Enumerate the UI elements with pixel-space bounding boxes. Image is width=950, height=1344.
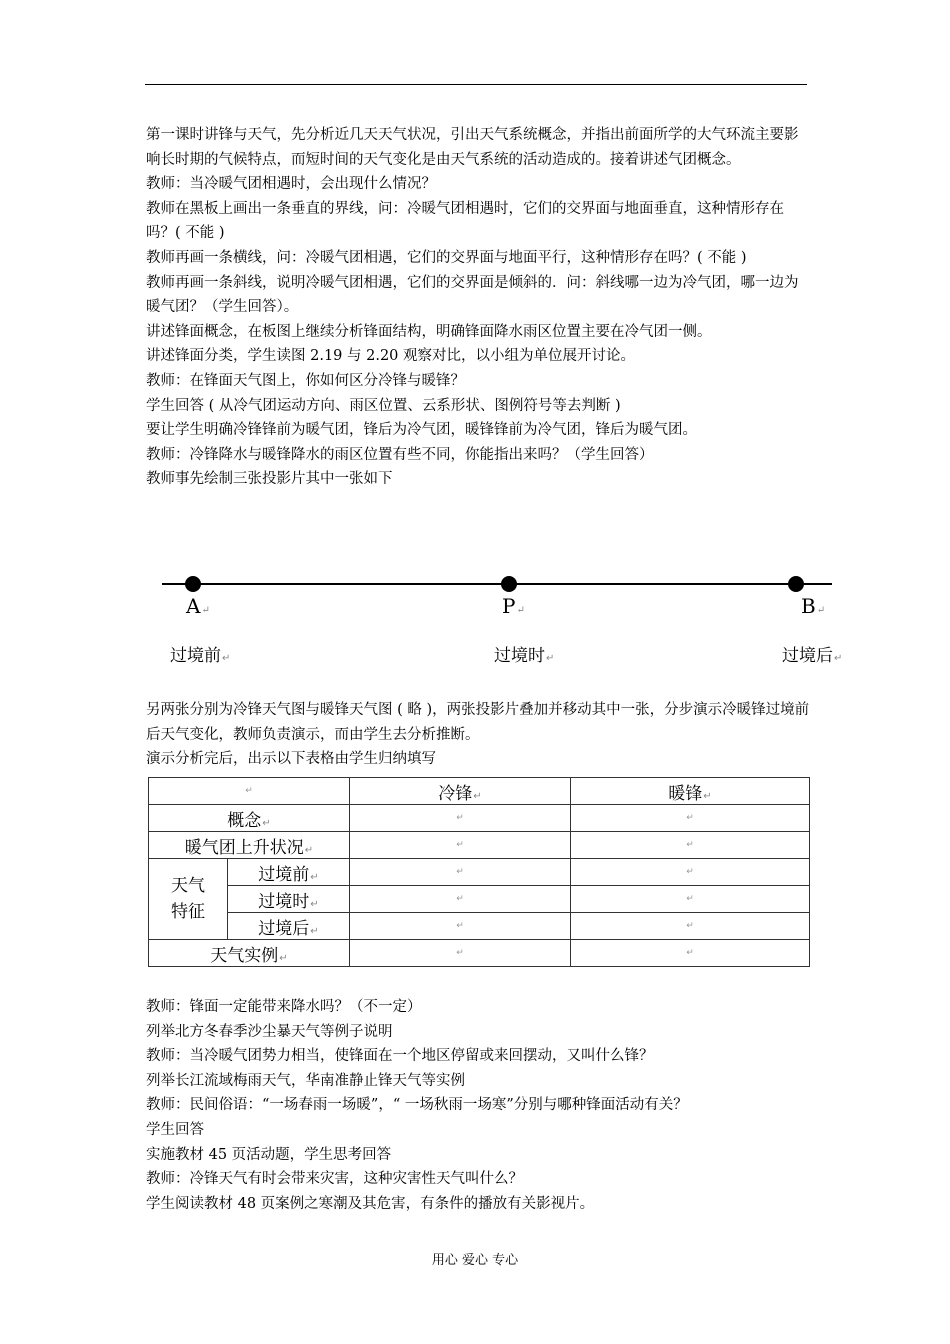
paragraph: 教师在黑板上画出一条垂直的界线，问：冷暖气团相遇时，它们的交界面与地面垂直，这种情形存在吗？( 不能 ) xyxy=(146,200,784,242)
table-cell: ↵ xyxy=(350,886,571,913)
point-p-label: P↵ xyxy=(502,594,525,618)
table-cell: ↵ xyxy=(571,913,810,940)
paragraph: 学生阅读教材 48 页案例之寒潮及其危害，有条件的播放有关影视片。 xyxy=(146,1195,595,1212)
table-row xyxy=(149,913,810,940)
paragraph: 教师：民间俗语：“一场春雨一场暖”，“ 一场秋雨一场寒”分别与哪种锋面活动有关？ xyxy=(146,1097,688,1114)
paragraph: 教师：冷锋降水与暖锋降水的雨区位置有些不同，你能指出来吗？（学生回答） xyxy=(146,446,654,463)
paragraph: 教师：冷锋天气有时会带来灾害，这种灾害性天气叫什么？ xyxy=(146,1171,523,1188)
table-cell: ↵ xyxy=(571,859,810,886)
table-row xyxy=(149,886,810,913)
paragraph: 学生回答 xyxy=(146,1121,204,1138)
col-header-warm: 暖锋↵ xyxy=(571,778,810,805)
table-cell: ↵ xyxy=(350,805,571,832)
table-cell: ↵ xyxy=(571,886,810,913)
lesson-text-section-2 xyxy=(146,698,810,772)
paragraph: 要让学生明确冷锋锋前为暖气团，锋后为冷气团，暖锋锋前为冷气团，锋后为暖气团。 xyxy=(146,422,697,439)
paragraph: 教师再画一条斜线，说明冷暖气团相遇，它们的交界面是倾斜的．问：斜线哪一边为冷气团，哪一边为暖气团？（学生回答）。 xyxy=(146,274,799,316)
point-a-label: A↵ xyxy=(186,594,210,618)
table-row xyxy=(149,859,810,886)
table-cell: ↵ xyxy=(571,805,810,832)
corner-cell: ↵ xyxy=(149,778,350,805)
lesson-text-section-1 xyxy=(146,123,810,492)
paragraph: 教师再画一条横线，问：冷暖气团相遇，它们的交界面与地面平行，这种情形存在吗？( 不能 ) xyxy=(146,249,747,266)
row-header-during: 过境时↵ xyxy=(228,886,350,913)
paragraph: 另两张分别为冷锋天气图与暖锋天气图 ( 略 )，两张投影片叠加并移动其中一张，分步演示冷暖锋过境前后天气变化，教师负责演示，而由学生去分析推断。 xyxy=(146,702,810,743)
paragraph: 列举长江流域梅雨天气，华南准静止锋天气等实例 xyxy=(146,1072,465,1089)
paragraph: 演示分析完后，出示以下表格由学生归纳填写 xyxy=(146,751,436,768)
col-header-cold: 冷锋↵ xyxy=(350,778,571,805)
paragraph: 讲述锋面概念，在板图上继续分析锋面结构，明确锋面降水雨区位置主要在冷气团一侧。 xyxy=(146,323,712,340)
row-header-after: 过境后↵ xyxy=(228,913,350,940)
front-line-graphic xyxy=(150,565,850,605)
front-comparison-table xyxy=(148,777,810,967)
caption-after: 过境后↵ xyxy=(782,646,843,666)
paragraph: 教师事先绘制三张投影片其中一张如下 xyxy=(146,471,393,488)
table-cell: ↵ xyxy=(350,832,571,859)
paragraph: 实施教材 45 页活动题，学生思考回答 xyxy=(146,1146,392,1163)
row-header-example: 天气实例↵ xyxy=(149,940,350,967)
paragraph: 教师：当冷暖气团相遇时，会出现什么情况？ xyxy=(146,176,436,193)
table-header-row xyxy=(149,778,810,805)
page-footer: 用心 爱心 专心 xyxy=(431,1253,519,1268)
paragraph: 学生回答 ( 从冷气团运动方向、雨区位置、云系形状、图例符号等去判断 ) xyxy=(146,397,621,414)
table-row xyxy=(149,940,810,967)
front-passage-figure xyxy=(150,565,850,675)
table-cell: ↵ xyxy=(350,940,571,967)
row-header-weather-feature xyxy=(149,859,228,940)
paragraph: 讲述锋面分类，学生读图 2.19 与 2.20 观察对比，以小组为单位展开讨论。 xyxy=(146,348,636,365)
table-cell: ↵ xyxy=(571,832,810,859)
paragraph: 教师：在锋面天气图上，你如何区分冷锋与暖锋？ xyxy=(146,372,465,389)
point-a-dot xyxy=(185,576,201,592)
point-b-label: B↵ xyxy=(801,594,826,618)
feature-label: 特征 xyxy=(171,902,205,922)
row-header-rise: 暖气团上升状况↵ xyxy=(149,832,350,859)
row-header-concept: 概念↵ xyxy=(149,805,350,832)
table-row xyxy=(149,832,810,859)
weather-label: 天气 xyxy=(171,876,205,896)
paragraph: 第一课时讲锋与天气，先分析近几天天气状况，引出天气系统概念，并指出前面所学的大气环流主要影响长时期的气候特点，而短时间的天气变化是由天气系统的活动造成的。接着讲述气团概念。 xyxy=(146,127,799,168)
header-rule xyxy=(145,84,807,85)
table-cell: ↵ xyxy=(571,940,810,967)
row-header-before: 过境前↵ xyxy=(228,859,350,886)
point-b-dot xyxy=(788,576,804,592)
table-cell: ↵ xyxy=(350,913,571,940)
caption-before: 过境前↵ xyxy=(170,646,231,666)
point-p-dot xyxy=(501,576,517,592)
table-row xyxy=(149,805,810,832)
caption-during: 过境时↵ xyxy=(494,646,555,666)
paragraph: 教师：当冷暖气团势力相当，使锋面在一个地区停留或来回摆动，又叫什么锋？ xyxy=(146,1048,654,1065)
table-cell: ↵ xyxy=(350,859,571,886)
paragraph: 教师：锋面一定能带来降水吗？（不一定） xyxy=(146,999,422,1015)
paragraph: 列举北方冬春季沙尘暴天气等例子说明 xyxy=(146,1023,393,1040)
lesson-text-section-3 xyxy=(146,995,810,1216)
